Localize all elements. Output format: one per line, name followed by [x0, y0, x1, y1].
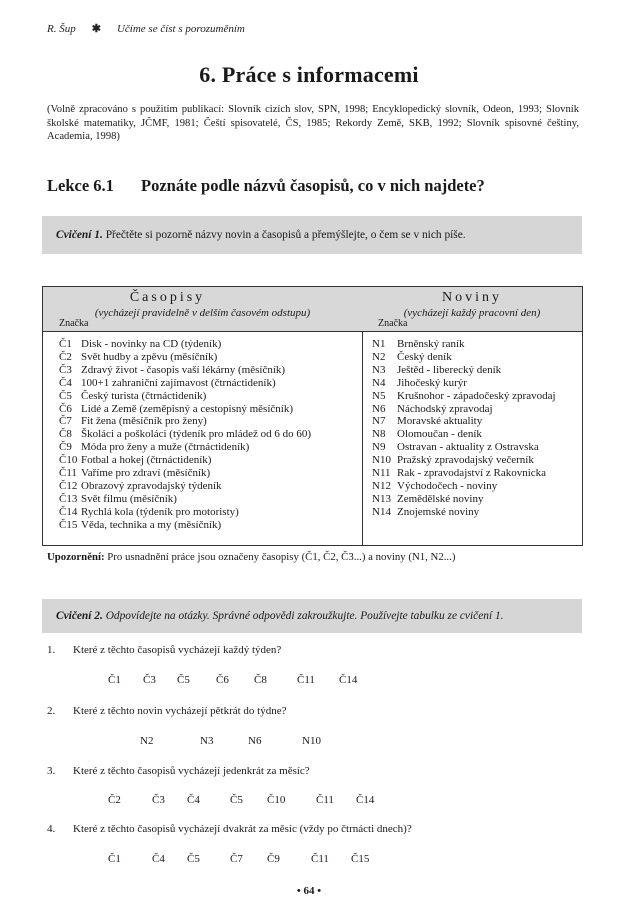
magazine-code: Č6 — [59, 402, 72, 415]
magazine-code: Č5 — [59, 389, 72, 402]
header-separator: ✱ — [91, 23, 101, 35]
exercise2-text: Odpovídejte na otázky. Správné odpovědi zakroužkujte. Používejte tabulku ze cvičení 1. — [105, 610, 504, 622]
magazine-row — [59, 519, 358, 532]
magazine-code: Č9 — [59, 441, 72, 454]
newspaper-code: N14 — [372, 505, 391, 518]
newspaper-name: Rak - zpravodajství z Rakovnicka — [397, 467, 547, 480]
newspaper-name: Český deník — [397, 350, 452, 363]
magazines-header — [43, 287, 362, 332]
lesson-title: Poznáte podle názvů časopisů, co v nich najdete? — [141, 176, 485, 195]
answer-option[interactable]: Č14 — [356, 794, 375, 806]
magazine-row — [59, 377, 358, 390]
question-4 — [47, 823, 412, 835]
magazine-code: Č8 — [59, 428, 72, 441]
lesson-heading — [47, 176, 485, 196]
newspaper-row — [372, 377, 578, 390]
newspaper-row — [372, 338, 578, 351]
answer-option[interactable]: Č11 — [311, 853, 329, 865]
header-book-title: Učíme se číst s porozuměním — [116, 23, 245, 35]
header-author: R. Šup — [47, 23, 76, 35]
answer-option[interactable]: N10 — [302, 735, 321, 747]
newspaper-code: N3 — [372, 363, 386, 376]
answer-options-3 — [0, 794, 618, 808]
note — [47, 551, 455, 563]
answer-option[interactable]: Č6 — [216, 674, 229, 686]
newspapers-subtitle: (vycházejí každý pracovní den) — [403, 307, 541, 319]
sources-note: (Volně zpracováno s použitím publikací: Slovník cizích slov, SPN, 1998; Encyklopedický slovník, Odeon, 1993; Slovník školské matematiky, JČMF, 1981; Čeští spisovatelé, ČS, 1985; Rekordy Země, SKB, 1992; Slovník spisovné češtiny, Academia, 1998) — [47, 104, 579, 143]
magazine-code: Č15 — [59, 518, 78, 531]
magazine-name: Školáci a poškoláci (týdeník pro mládež od 6 do 60) — [81, 428, 312, 441]
magazines-column — [43, 287, 363, 545]
magazine-name: Disk - novinky na CD (týdeník) — [81, 338, 222, 350]
answer-option[interactable]: Č15 — [351, 853, 370, 865]
newspaper-code: N5 — [372, 389, 386, 402]
magazine-row — [59, 390, 358, 403]
newspaper-row — [372, 480, 578, 493]
magazine-code: Č2 — [59, 350, 72, 363]
magazine-code: Č13 — [59, 492, 78, 505]
question-text: Které z těchto časopisů vycházejí dvakrát za měsíc (vždy po čtrnácti dnech)? — [73, 823, 412, 835]
answer-option[interactable]: Č3 — [152, 794, 165, 806]
question-1 — [47, 644, 281, 656]
magazine-name: Český turista (čtrnáctideník) — [81, 389, 207, 402]
answer-option[interactable]: Č5 — [230, 794, 243, 806]
magazine-code: Č10 — [59, 454, 78, 467]
answer-option[interactable]: Č8 — [254, 674, 267, 686]
newspaper-code: N10 — [372, 454, 391, 467]
magazine-name: Zdravý život - časopis vaší lékárny (měsíčník) — [81, 363, 286, 376]
answer-options-4 — [0, 853, 618, 867]
magazines-subtitle: (vycházejí pravidelně v delším časovém odstupu) — [94, 307, 311, 319]
newspaper-name: Krušnohor - západočeský zpravodaj — [397, 389, 556, 402]
question-text: Které z těchto časopisů vycházejí každý týden? — [73, 644, 282, 656]
magazine-code: Č14 — [59, 505, 78, 518]
question-number: 1. — [47, 644, 56, 656]
exercise2-label: Cvičení 2. — [56, 610, 103, 622]
magazine-code: Č11 — [59, 467, 77, 480]
newspaper-code: N9 — [372, 441, 386, 454]
magazine-row — [59, 467, 358, 480]
answer-option[interactable]: N2 — [140, 735, 154, 747]
answer-option[interactable]: Č1 — [108, 853, 121, 865]
note-text: Pro usnadnění práce jsou označeny časopisy (Č1, Č2, Č3...) a noviny (N1, N2...) — [107, 551, 456, 563]
magazine-row — [59, 351, 358, 364]
magazine-code: Č12 — [59, 479, 78, 492]
answer-option[interactable]: Č7 — [230, 853, 243, 865]
magazine-row — [59, 493, 358, 506]
newspaper-code: N11 — [372, 467, 391, 480]
exercise1-text: Přečtěte si pozorně názvy novin a časopisů a přemýšlejte, o čem se v nich píše. — [105, 229, 466, 241]
answer-option[interactable]: Č10 — [267, 794, 286, 806]
newspaper-name: Znojemské noviny — [397, 505, 480, 518]
magazine-code: Č4 — [59, 376, 72, 389]
question-text: Které z těchto časopisů vycházejí jedenkrát za měsíc? — [73, 765, 310, 777]
answer-option[interactable]: Č2 — [108, 794, 121, 806]
newspaper-row — [372, 506, 578, 519]
exercise2-bar — [42, 599, 582, 633]
magazine-name: Fotbal a hokej (čtrnáctideník) — [81, 454, 212, 467]
lesson-number: Lekce 6.1 — [47, 176, 114, 195]
magazine-name: Rychlá kola (týdeník pro motoristy) — [81, 505, 239, 518]
publications-table — [42, 286, 583, 546]
newspaper-row — [372, 364, 578, 377]
answer-option[interactable]: Č14 — [339, 674, 358, 686]
newspaper-code: N12 — [372, 479, 391, 492]
newspaper-code: N7 — [372, 415, 386, 428]
running-header — [47, 22, 245, 35]
magazine-code: Č3 — [59, 363, 72, 376]
magazine-name: 100+1 zahraniční zajímavost (čtrnáctideník) — [81, 376, 276, 389]
newspapers-column — [362, 287, 582, 545]
newspaper-row — [372, 428, 578, 441]
magazines-code-label: Značka — [59, 318, 89, 329]
newspaper-row — [372, 415, 578, 428]
magazine-name: Vaříme pro zdraví (měsíčník) — [81, 467, 211, 480]
newspapers-code-label: Značka — [378, 318, 408, 329]
magazine-row — [59, 480, 358, 493]
newspaper-row — [372, 390, 578, 403]
newspaper-name: Jihočeský kurýr — [397, 376, 467, 389]
magazines-list — [59, 338, 358, 532]
newspaper-code: N6 — [372, 402, 386, 415]
answer-option[interactable]: Č4 — [187, 794, 200, 806]
answer-options-2 — [0, 735, 618, 749]
magazine-row — [59, 415, 358, 428]
answer-option[interactable]: Č9 — [267, 853, 280, 865]
magazine-name: Svět hudby a zpěvu (měsíčník) — [81, 350, 218, 363]
magazine-name: Věda, technika a my (měsíčník) — [81, 518, 222, 531]
newspaper-row — [372, 493, 578, 506]
answer-options-1 — [0, 674, 618, 688]
newspaper-row — [372, 351, 578, 364]
newspaper-row — [372, 441, 578, 454]
magazine-name: Móda pro ženy a muže (čtrnáctideník) — [81, 441, 250, 454]
question-2 — [47, 705, 287, 717]
newspapers-title: Noviny — [442, 290, 502, 305]
magazine-name: Obrazový zpravodajský týdeník — [81, 479, 222, 492]
magazine-code: Č7 — [59, 415, 72, 428]
answer-option[interactable]: Č5 — [187, 853, 200, 865]
newspaper-row — [372, 403, 578, 416]
newspapers-list — [372, 338, 578, 519]
newspaper-name: Moravské aktuality — [397, 415, 483, 428]
question-text: Které z těchto novin vycházejí pětkrát do týdne? — [73, 705, 287, 717]
newspaper-code: N8 — [372, 428, 386, 441]
answer-option[interactable]: N6 — [248, 735, 262, 747]
answer-option[interactable]: N3 — [200, 735, 214, 747]
chapter-title: 6. Práce s informacemi — [199, 62, 419, 87]
answer-option[interactable]: Č11 — [316, 794, 334, 806]
magazine-name: Svět filmu (měsíčník) — [81, 492, 177, 505]
page-number: • 64 • — [296, 885, 322, 897]
newspaper-row — [372, 467, 578, 480]
newspaper-name: Náchodský zpravodaj — [397, 402, 493, 415]
magazine-code: Č1 — [59, 338, 72, 350]
newspaper-name: Východočech - noviny — [397, 479, 498, 492]
magazine-row — [59, 428, 358, 441]
answer-option[interactable]: Č11 — [297, 674, 315, 686]
exercise1-bar — [42, 216, 582, 254]
question-number: 2. — [47, 705, 56, 717]
newspaper-code: N2 — [372, 350, 386, 363]
question-number: 3. — [47, 765, 56, 777]
magazines-title: Časopisy — [129, 290, 206, 305]
magazine-row — [59, 506, 358, 519]
exercise1-label: Cvičení 1. — [56, 229, 103, 241]
magazine-row — [59, 454, 358, 467]
answer-option[interactable]: Č4 — [152, 853, 165, 865]
question-3 — [47, 765, 310, 777]
newspaper-name: Olomoučan - deník — [397, 428, 482, 441]
newspaper-code: N4 — [372, 376, 386, 389]
newspaper-row — [372, 454, 578, 467]
newspapers-header — [362, 287, 582, 332]
magazine-row — [59, 364, 358, 377]
newspaper-name: Ještěd - liberecký deník — [397, 363, 502, 376]
magazine-name: Lidé a Země (zeměpisný a cestopisný měsíčník) — [81, 402, 293, 415]
newspaper-code: N1 — [372, 338, 386, 350]
note-label: Upozornění: — [47, 551, 105, 563]
answer-option[interactable]: Č5 — [177, 674, 190, 686]
newspaper-name: Zemědělské noviny — [397, 492, 484, 505]
question-number: 4. — [47, 823, 56, 835]
magazine-name: Fit žena (měsíčník pro ženy) — [81, 415, 207, 428]
answer-option[interactable]: Č1 — [108, 674, 121, 686]
magazine-row — [59, 403, 358, 416]
newspaper-name: Pražský zpravodajský večerník — [397, 454, 534, 467]
magazine-row — [59, 338, 358, 351]
newspaper-name: Brněnský raník — [397, 338, 465, 350]
newspaper-code: N13 — [372, 492, 391, 505]
newspaper-name: Ostravan - aktuality z Ostravska — [397, 441, 539, 454]
answer-option[interactable]: Č3 — [143, 674, 156, 686]
magazine-row — [59, 441, 358, 454]
